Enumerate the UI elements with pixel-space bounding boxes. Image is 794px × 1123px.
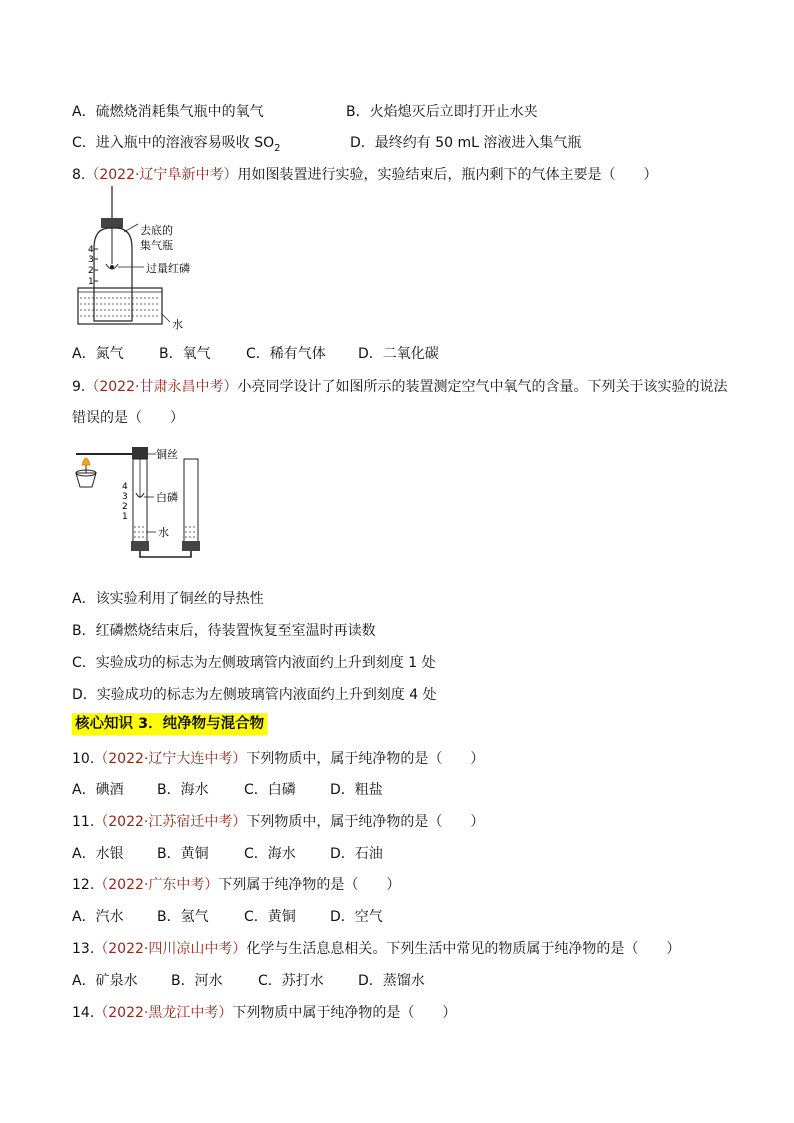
- q14-source: （2022·黑龙江中考）: [94, 1005, 233, 1021]
- q12-option-c: C．黄铜: [244, 909, 296, 925]
- section-heading: 核心知识 3．纯净物与混合物: [72, 713, 267, 735]
- q7-option-c-subscript: 2: [274, 142, 281, 154]
- q11-option-d: D．石油: [330, 846, 383, 862]
- q9-stem-line2: 错误的是（ ）: [72, 410, 184, 426]
- q14-stem-text: 下列物质中属于纯净物的是（ ）: [232, 1005, 457, 1021]
- q10-number: 10.: [72, 751, 95, 767]
- q10-stem-text: 下列物质中，属于纯净物的是（ ）: [246, 751, 485, 767]
- q8-option-d: D．二氧化碳: [358, 346, 439, 362]
- q12-number: 12.: [72, 877, 95, 893]
- q12-option-a: A．汽水: [72, 909, 124, 925]
- q8-figure: [74, 186, 224, 334]
- q9-label-water: 水: [158, 526, 169, 539]
- q8-scale-4: 4: [88, 245, 94, 255]
- q13-option-a: A．矿泉水: [72, 973, 138, 989]
- q11-stem: [72, 813, 484, 831]
- q9-source: （2022·甘肃永昌中考）: [85, 379, 238, 395]
- q9-figure: [70, 443, 240, 561]
- q13-option-b: B．河水: [171, 973, 223, 989]
- q13-option-c: C．苏打水: [258, 973, 324, 989]
- q7-option-c-text: C．进入瓶中的溶液容易吸收 SO: [72, 135, 275, 151]
- q8-scale-3: 3: [88, 255, 94, 265]
- q9-option-b: B．红磷燃烧结束后，待装置恢复至室温时再读数: [72, 623, 376, 639]
- q11-number: 11.: [72, 814, 95, 830]
- q13-number: 13.: [72, 941, 95, 957]
- q9-scale-1: 1: [122, 512, 128, 522]
- q9-scale-2: 2: [122, 502, 128, 512]
- q8-label-bottle2: 集气瓶: [140, 239, 173, 252]
- q10-source: （2022·辽宁大连中考）: [94, 751, 247, 767]
- q11-option-b: B．黄铜: [157, 846, 209, 862]
- q7-option-b: B．火焰熄灭后立即打开止水夹: [346, 104, 538, 120]
- q13-source: （2022·四川凉山中考）: [94, 941, 247, 957]
- q13-option-d: D．蒸馏水: [358, 973, 425, 989]
- q9-option-c: C．实验成功的标志为左侧玻璃管内液面约上升到刻度 1 处: [72, 655, 436, 671]
- q7-option-c: [72, 134, 281, 158]
- q10-option-b: B．海水: [157, 782, 209, 798]
- q12-stem: [72, 876, 400, 894]
- q8-option-c: C．稀有气体: [246, 346, 326, 362]
- q11-option-c: C．海水: [244, 846, 296, 862]
- q8-number: 8.: [72, 167, 86, 183]
- q9-stem-text: 小亮同学设计了如图所示的装置测定空气中氧气的含量。下列关于该实验的说法: [237, 379, 728, 395]
- q8-option-a: A．氮气: [72, 346, 124, 362]
- q14-number: 14.: [72, 1005, 95, 1021]
- q12-stem-text: 下列属于纯净物的是（ ）: [218, 877, 401, 893]
- q9-option-d: D．实验成功的标志为左侧玻璃管内液面约上升到刻度 4 处: [72, 687, 437, 703]
- q8-label-water: 水: [172, 318, 183, 331]
- q14-stem: [72, 1004, 456, 1022]
- q11-stem-text: 下列物质中，属于纯净物的是（ ）: [246, 814, 485, 830]
- q8-label-p: 过量红磷: [146, 262, 190, 275]
- q9-option-a: A．该实验利用了铜丝的导热性: [72, 591, 264, 607]
- q7-option-a: A．硫燃烧消耗集气瓶中的氧气: [72, 104, 264, 120]
- q12-option-b: B．氢气: [157, 909, 209, 925]
- q9-label-p: 白磷: [156, 491, 178, 504]
- q9-scale-3: 3: [122, 492, 128, 502]
- q10-option-d: D．粗盐: [330, 782, 383, 798]
- q8-scale-2: 2: [88, 266, 94, 276]
- q12-option-d: D．空气: [330, 909, 383, 925]
- q9-number: 9.: [72, 379, 86, 395]
- q8-label-bottle: 去底的: [140, 224, 173, 237]
- q13-stem-text: 化学与生活息息相关。下列生活中常见的物质属于纯净物的是（ ）: [246, 941, 681, 957]
- q9-scale-4: 4: [122, 482, 128, 492]
- q8-source: （2022·辽宁阜新中考）: [85, 167, 238, 183]
- q7-option-d: D．最终约有 50 mL 溶液进入集气瓶: [350, 135, 582, 151]
- q8-scale-1: 1: [88, 277, 94, 287]
- q13-stem: [72, 940, 680, 958]
- q11-option-a: A．水银: [72, 846, 124, 862]
- q12-source: （2022·广东中考）: [94, 877, 219, 893]
- q11-source: （2022·江苏宿迁中考）: [94, 814, 247, 830]
- q10-stem: [72, 750, 484, 768]
- q9-stem: [72, 378, 727, 396]
- q8-stem-text: 用如图装置进行实验，实验结束后，瓶内剩下的气体主要是（ ）: [237, 167, 658, 183]
- q9-label-cu: 铜丝: [156, 448, 178, 461]
- q10-option-c: C．白磷: [244, 782, 296, 798]
- q10-option-a: A．碘酒: [72, 782, 124, 798]
- q8-stem: [72, 166, 657, 184]
- q8-option-b: B．氧气: [159, 346, 211, 362]
